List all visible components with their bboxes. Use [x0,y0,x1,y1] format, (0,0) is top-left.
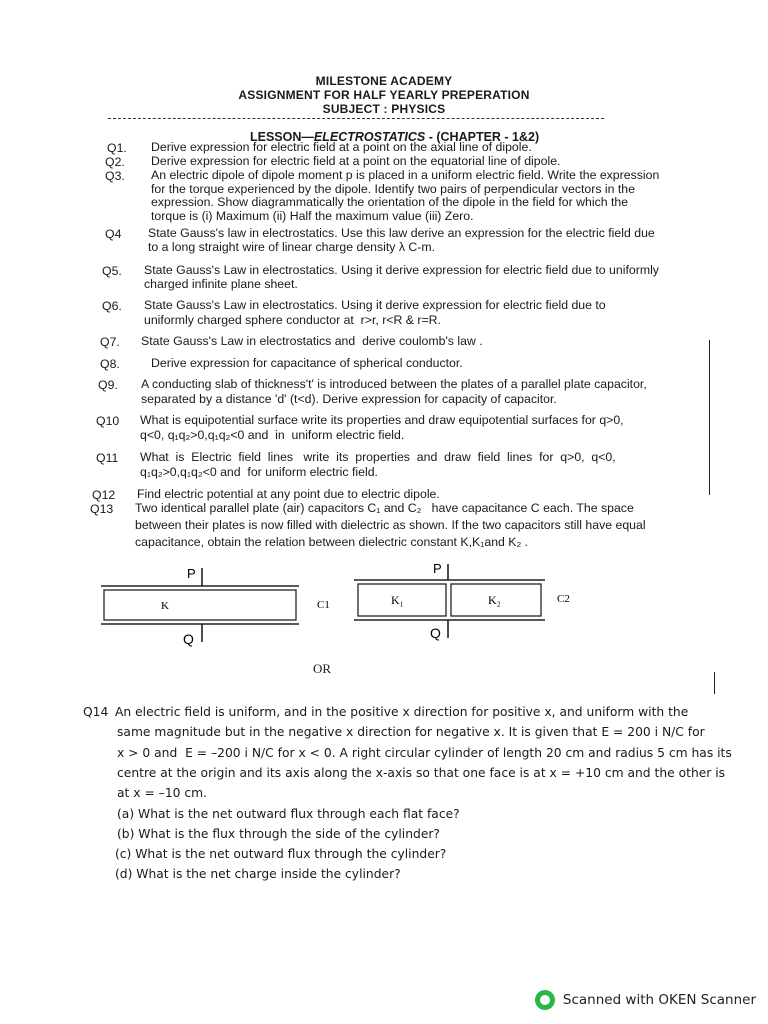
or-separator: OR [313,661,332,676]
q14-text-line: (b) What is the flux through the side of the cylinder? [117,826,440,841]
question-number: Q8. [100,357,120,371]
q14-text-line: at x = –10 cm. [117,786,208,801]
q14-text-line: same magnitude but in the negative x direction for negative x. It is given that E = 200 i N/C for [117,725,705,740]
question-text-line: q<0, q₁q₂>0,q₁q₂<0 and in uniform electric field. [140,428,405,442]
question-text-line: A conducting slab of thickness't' is introduced between the plates of a parallel plate capacitor, [141,377,647,391]
question-text-line: expression. Show diagrammatically the orientation of the dipole in the field for which the [151,195,629,209]
question-number: Q2. [105,155,125,169]
question-number: Q6. [102,299,122,313]
question-text-line: What is Electric field lines write its properties and draw field lines for q>0, q<0, [140,450,616,464]
question-number: Q1. [107,141,127,155]
question-text-line: Find electric potential at any point due to electric dipole. [137,487,440,501]
question-text-line: to a long straight wire of linear charge density λ C-m. [148,239,436,254]
question-text-line: State Gauss's Law in electrostatics. Using it derive expression for electric field due to [144,298,606,312]
question-text-line: capacitance, obtain the relation between dielectric constant K,K₁and K₂ . [135,535,529,549]
lesson-prefix: LESSON— [250,130,314,144]
institute-name: MILESTONE ACADEMY [315,74,453,88]
c1-dielectric-k [104,590,296,620]
q14-number: Q14 [83,705,109,719]
c1-q-label: Q [183,631,194,647]
c1-name-label: C1 [317,599,330,611]
question-number: Q13 [90,502,114,516]
scanner-footer [535,990,756,1010]
header-divider [108,118,604,119]
capacitor-c2 [354,561,570,641]
margin-line [709,340,710,495]
question-text-line: q₁q₂>0,q₁q₂<0 and for uniform electric field. [140,465,378,479]
question-text-line: Derive expression for capacitance of spherical conductor. [151,356,463,370]
question-number: Q12 [92,488,116,502]
capacitor-diagram [95,560,615,650]
question-number: Q10 [96,414,120,428]
oken-scanner-logo-icon [535,990,555,1010]
q14-text-line: x > 0 and E = –200 i N/C for x < 0. A right circular cylinder of length 20 cm and radius 5 cm has its [117,745,732,760]
c2-name-label: C2 [557,593,570,605]
margin-line [714,672,715,694]
question-text-line: for the torque experienced by the dipole. Identify two pairs of perpendicular vectors in the [151,181,635,196]
question-text-line: What is equipotential surface write its properties and draw equipotential surfaces for q>0, [140,413,624,427]
q14-text-line: (a) What is the net outward flux through each flat face? [117,806,460,821]
question-number: Q4 [105,227,122,241]
question-text-line: Derive expression for electric field at a point on the axial line of dipole. [151,140,532,154]
question-text-line: State Gauss's law in electrostatics. Use this law derive an expression for the electric field due [148,226,655,240]
question-text-line: Derive expression for electric field at a point on the equatorial line of dipole. [151,154,561,168]
q14-text-line: (c) What is the net outward flux through the cylinder? [115,847,447,862]
question-number: Q11 [96,451,119,465]
question-number: Q3. [105,169,125,183]
q14-text-line: An electric field is uniform, and in the positive x direction for positive x, and uniform with the [115,705,689,719]
c1-p-label: P [187,566,196,581]
q14-text-line: centre at the origin and its axis along the x-axis so that one face is at x = +10 cm and the other is [117,765,726,780]
question-number: Q7. [100,335,120,349]
c1-k-label: K [161,600,169,612]
lesson-chapter: - (CHAPTER - 1&2) [425,130,540,144]
scanner-text: Scanned with OKEN Scanner [562,992,756,1008]
question-text-line: Two identical parallel plate (air) capacitors C₁ and C₂ have capacitance C each. The space [135,501,634,515]
question-text-line: State Gauss's Law in electrostatics and derive coulomb's law . [141,334,483,348]
question-text-line: State Gauss's Law in electrostatics. Using it derive expression for electric field due to uniformly [144,263,659,277]
question-text-line: torque is (i) Maximum (ii) Half the maximum value (iii) Zero. [151,208,474,223]
question-text-line: An electric dipole of dipole moment p is placed in a uniform electric field. Write the expression [151,168,660,182]
subject-title: SUBJECT : PHYSICS [322,102,446,116]
question-text-line: uniformly charged sphere conductor at r>r, r<R & r=R. [144,312,441,327]
lesson-name: ELECTROSTATICS [313,130,426,144]
question-text-line: charged infinite plane sheet. [144,277,298,291]
question-text-line: between their plates is now filled with dielectric as shown. If the two capacitors still have equal [135,518,646,532]
c2-q-label: Q [430,625,441,641]
question-number: Q9. [98,378,118,392]
c2-k2-label: K₂ [488,593,501,607]
question-text-line: separated by a distance 'd' (t<d). Derive expression for capacity of capacitor. [141,391,557,406]
c2-k1-label: K₁ [391,593,404,607]
q14-text-line: (d) What is the net charge inside the cylinder? [115,867,401,882]
c2-p-label: P [433,561,442,576]
capacitor-c1 [101,566,330,647]
question-number: Q5. [102,264,122,278]
assignment-title: ASSIGNMENT FOR HALF YEARLY PREPERATION [238,88,530,102]
